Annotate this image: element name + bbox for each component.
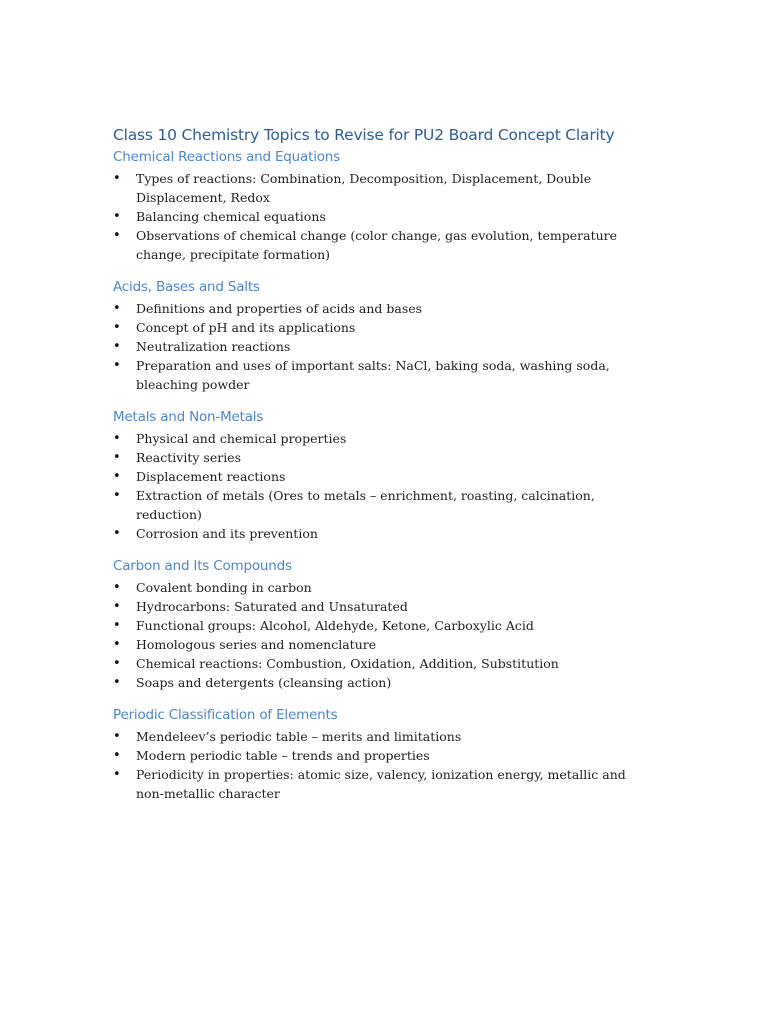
list-item xyxy=(113,765,653,803)
list-item-text: Observations of chemical change (color change, gas evolution, temperature change, precipitate formation) xyxy=(136,228,618,262)
list-item xyxy=(113,169,653,207)
list-item-text: Hydrocarbons: Saturated and Unsaturated xyxy=(136,599,408,614)
list-item-text: Soaps and detergents (cleansing action) xyxy=(136,675,392,690)
list-item-text: Displacement reactions xyxy=(136,469,286,484)
list-item-text: Homologous series and nomenclature xyxy=(136,637,377,652)
bullet-icon: • xyxy=(113,580,121,595)
section xyxy=(113,705,653,803)
list-item-text: Functional groups: Alcohol, Aldehyde, Ketone, Carboxylic Acid xyxy=(136,618,534,633)
bullet-list xyxy=(113,429,653,543)
list-item-text: Mendeleev’s periodic table – merits and limitations xyxy=(136,729,462,744)
list-item-text: Definitions and properties of acids and bases xyxy=(136,301,423,316)
bullet-icon: • xyxy=(113,301,121,316)
bullet-icon: • xyxy=(113,320,121,335)
list-item xyxy=(113,299,653,318)
list-item-text: Neutralization reactions xyxy=(136,339,291,354)
document-title: Class 10 Chemistry Topics to Revise for PU2 Board Concept Clarity xyxy=(113,126,615,144)
list-item-text: Corrosion and its prevention xyxy=(136,526,318,541)
list-item xyxy=(113,597,653,616)
bullet-icon: • xyxy=(113,729,121,744)
list-item-text: Balancing chemical equations xyxy=(136,209,326,224)
section-heading: Carbon and Its Compounds xyxy=(113,558,292,574)
bullet-icon: • xyxy=(113,748,121,763)
list-item xyxy=(113,746,653,765)
list-item xyxy=(113,318,653,337)
list-item xyxy=(113,673,653,692)
list-item xyxy=(113,207,653,226)
section xyxy=(113,147,653,264)
bullet-list xyxy=(113,578,653,692)
list-item xyxy=(113,467,653,486)
list-item xyxy=(113,486,653,524)
document-content xyxy=(113,123,653,803)
list-item xyxy=(113,524,653,543)
bullet-icon: • xyxy=(113,469,121,484)
section-heading: Metals and Non-Metals xyxy=(113,409,264,425)
list-item xyxy=(113,226,653,264)
bullet-icon: • xyxy=(113,675,121,690)
list-item-text: Preparation and uses of important salts: NaCl, baking soda, washing soda, bleaching powder xyxy=(136,358,610,392)
list-item xyxy=(113,578,653,597)
bullet-icon: • xyxy=(113,656,121,671)
bullet-icon: • xyxy=(113,767,121,782)
sections-container xyxy=(113,147,653,803)
bullet-icon: • xyxy=(113,358,121,373)
bullet-icon: • xyxy=(113,209,121,224)
list-item xyxy=(113,616,653,635)
list-item-text: Extraction of metals (Ores to metals – enrichment, roasting, calcination, reduction) xyxy=(136,488,595,522)
section xyxy=(113,556,653,692)
section-heading: Acids, Bases and Salts xyxy=(113,279,260,295)
bullet-icon: • xyxy=(113,618,121,633)
section-heading: Chemical Reactions and Equations xyxy=(113,149,340,165)
bullet-icon: • xyxy=(113,526,121,541)
list-item xyxy=(113,429,653,448)
section xyxy=(113,277,653,394)
list-item xyxy=(113,635,653,654)
list-item xyxy=(113,356,653,394)
bullet-list xyxy=(113,169,653,264)
bullet-icon: • xyxy=(113,431,121,446)
list-item-text: Modern periodic table – trends and properties xyxy=(136,748,430,763)
list-item-text: Covalent bonding in carbon xyxy=(136,580,312,595)
list-item-text: Types of reactions: Combination, Decomposition, Displacement, Double Displacement, Redox xyxy=(136,171,592,205)
bullet-icon: • xyxy=(113,228,121,243)
bullet-icon: • xyxy=(113,599,121,614)
list-item-text: Concept of pH and its applications xyxy=(136,320,356,335)
section-heading: Periodic Classification of Elements xyxy=(113,707,338,723)
bullet-icon: • xyxy=(113,488,121,503)
bullet-list xyxy=(113,727,653,803)
list-item xyxy=(113,337,653,356)
list-item-text: Chemical reactions: Combustion, Oxidation, Addition, Substitution xyxy=(136,656,559,671)
list-item-text: Physical and chemical properties xyxy=(136,431,347,446)
list-item-text: Reactivity series xyxy=(136,450,241,465)
bullet-list xyxy=(113,299,653,394)
bullet-icon: • xyxy=(113,339,121,354)
section xyxy=(113,407,653,543)
list-item-text: Periodicity in properties: atomic size, valency, ionization energy, metallic and non-metallic character xyxy=(136,767,626,801)
bullet-icon: • xyxy=(113,171,121,186)
list-item xyxy=(113,448,653,467)
list-item xyxy=(113,654,653,673)
bullet-icon: • xyxy=(113,637,121,652)
bullet-icon: • xyxy=(113,450,121,465)
list-item xyxy=(113,727,653,746)
